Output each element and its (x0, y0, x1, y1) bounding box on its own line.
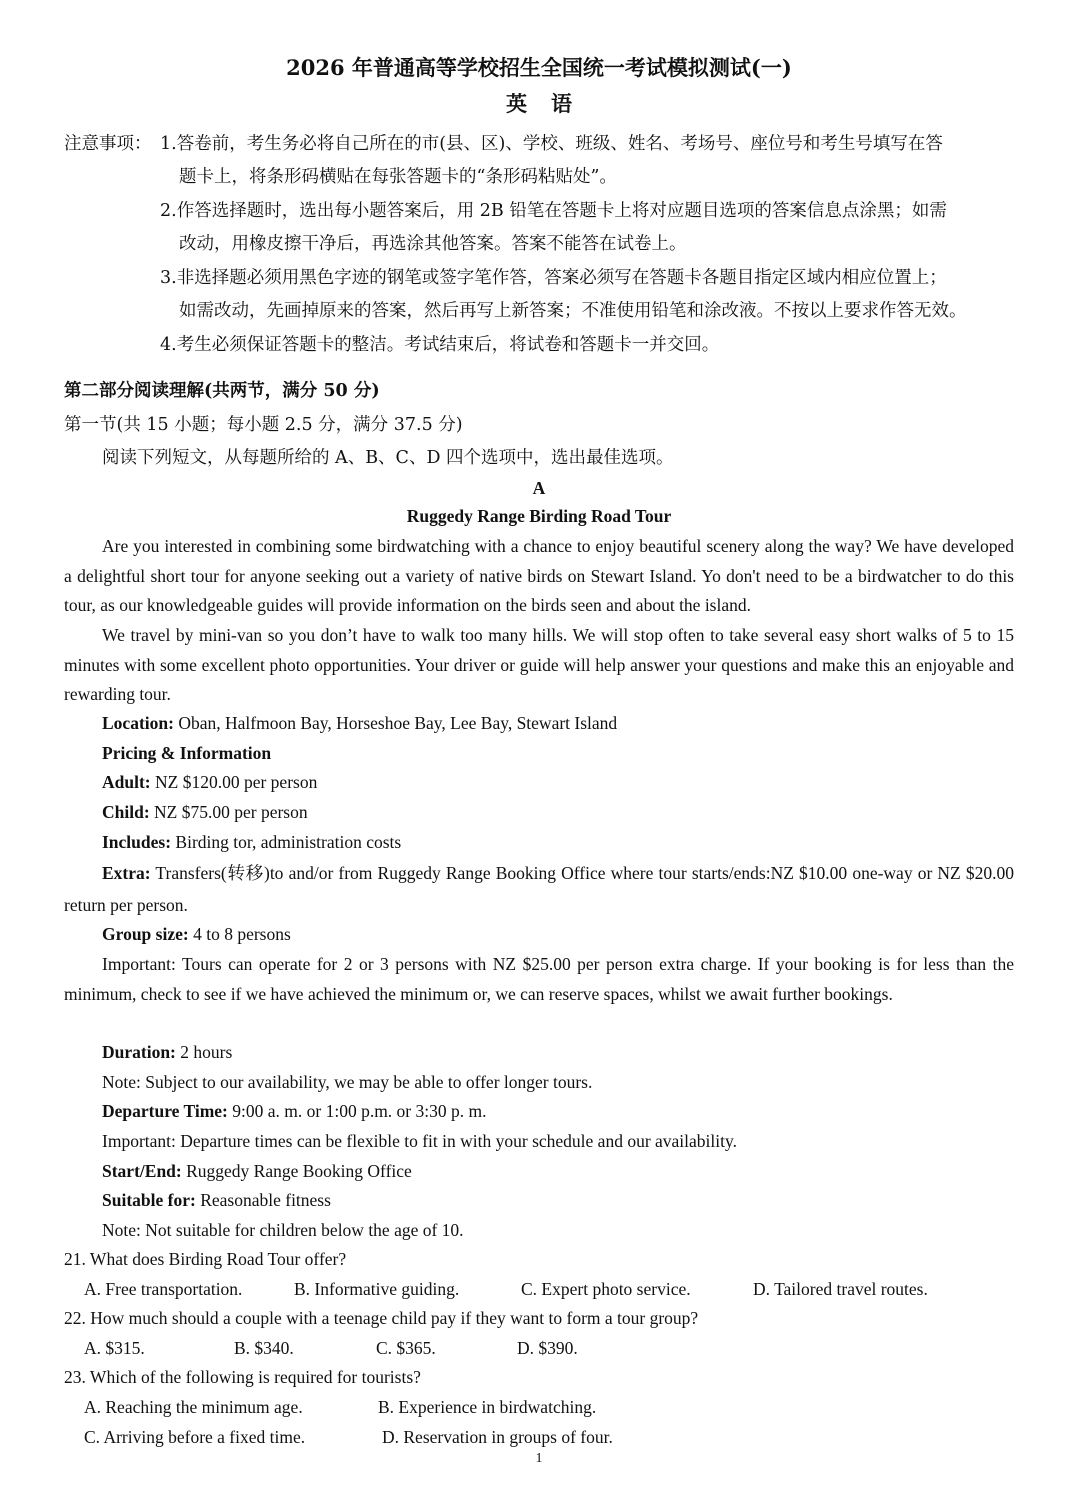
exam-title: 2026 年普通高等学校招生全国统一考试模拟测试(一) (286, 55, 792, 80)
start-end-value: Ruggedy Range Booking Office (181, 1161, 412, 1181)
important-paragraph-1: Important: Tours can operate for 2 or 3 persons with NZ $25.00 per person extra charge. If your booking is for less than the minimum, check to see if we have achieved the minimum or, we can reserve spaces, whilst we await further bookings. (64, 954, 1014, 1004)
question-21: 21. What does Birding Road Tour offer? (64, 1249, 347, 1269)
suitable-value: Reasonable fitness (195, 1190, 331, 1210)
part-heading: 第二部分阅读理解(共两节，满分 50 分) (64, 381, 380, 401)
q22-option-c: C. $365. (376, 1338, 436, 1358)
q21-option-b: B. Informative guiding. (294, 1279, 460, 1299)
note-3-line-1: 3.非选择题必须用黑色字迹的钢笔或签字笔作答，答案必须写在答题卡各题目指定区域内相应位置上； (160, 268, 947, 288)
q21-option-d: D. Tailored travel routes. (753, 1279, 928, 1299)
important-departure: Important: Departure times can be flexible to fit in with your schedule and our availability. (102, 1131, 737, 1151)
q23-option-d: D. Reservation in groups of four. (382, 1427, 613, 1447)
note-2-line-2: 改动，用橡皮擦干净后，再选涂其他答案。答案不能答在试卷上。 (179, 234, 687, 254)
includes-label: Includes: (102, 832, 172, 852)
group-size-line (102, 924, 291, 945)
child-line (102, 802, 308, 823)
section-instruction: 阅读下列短文，从每题所给的 A、B、C、D 四个选项中，选出最佳选项。 (102, 448, 674, 468)
note-1-line-1: 1.答卷前，考生务必将自己所在的市(县、区)、学校、班级、姓名、考场号、座位号和考生号填写在答 (160, 134, 943, 154)
group-size-label: Group size: (102, 924, 189, 944)
paragraph-2: We travel by mini-van so you don’t have to walk too many hills. We will stop often to take several easy short walks of 5 to 15 minutes with some excellent photo opportunities. Your driver or guide will help answer your questions and make this an enjoyable and rewarding tour. (64, 625, 1014, 704)
extra-label: Extra: (102, 863, 151, 883)
paragraph-1: Are you interested in combining some birdwatching with a chance to enjoy beautiful scenery along the way? We have developed a delightful short tour for anyone seeking out a variety of native birds on Stewart Island. Yo don't need to be a birdwatcher to do this tour, as our knowledgeable guides will provide information on the birds seen and about the island. (64, 536, 1014, 615)
note-4-line-1: 4.考生必须保证答题卡的整洁。考试结束后，将试卷和答题卡一并交回。 (160, 335, 720, 355)
location-value: Oban, Halfmoon Bay, Horseshoe Bay, Lee Bay, Stewart Island (173, 713, 618, 733)
q21-option-a: A. Free transportation. (84, 1279, 243, 1299)
departure-label: Departure Time: (102, 1101, 228, 1121)
start-end-label: Start/End: (102, 1161, 182, 1181)
suitable-label: Suitable for: (102, 1190, 196, 1210)
duration-label: Duration: (102, 1042, 176, 1062)
suitable-line (102, 1190, 331, 1211)
pricing-heading: Pricing & Information (102, 743, 272, 763)
passage-letter: A (532, 478, 546, 498)
note-2-line-1: 2.作答选择题时，选出每小题答案后，用 2B 铅笔在答题卡上将对应题目选项的答案信息点涂黑；如需 (160, 201, 947, 221)
note-age: Note: Not suitable for children below the age of 10. (102, 1220, 464, 1240)
q22-option-b: B. $340. (234, 1338, 294, 1358)
duration-line (102, 1042, 232, 1063)
question-22: 22. How much should a couple with a teenage child pay if they want to form a tour group? (64, 1308, 699, 1328)
notes-label: 注意事项： (64, 134, 152, 154)
note-1-line-2: 题卡上，将条形码横贴在每张答题卡的“条形码粘贴处”。 (179, 167, 617, 187)
q22-option-d: D. $390. (517, 1338, 578, 1358)
subject-title: 英语 (506, 91, 596, 116)
q23-option-c: C. Arriving before a fixed time. (84, 1427, 306, 1447)
note-3-line-2: 如需改动，先画掉原来的答案，然后再写上新答案；不准使用铅笔和涂改液。不按以上要求作答无效。 (179, 301, 967, 321)
q23-option-b: B. Experience in birdwatching. (378, 1397, 597, 1417)
q21-option-c: C. Expert photo service. (521, 1279, 691, 1299)
adult-line (102, 772, 317, 793)
extra-value: Transfers(转移)to and/or from Ruggedy Range Booking Office where tour starts/ends:NZ $10.00 one-way or NZ $20.00 return per person. (64, 863, 1014, 915)
question-23: 23. Which of the following is required for tourists? (64, 1367, 421, 1387)
start-end-line (102, 1161, 412, 1182)
passage-title: Ruggedy Range Birding Road Tour (406, 506, 672, 526)
child-value: NZ $75.00 per person (149, 802, 308, 822)
page-number: 1 (535, 1451, 543, 1466)
location-line (102, 713, 617, 734)
departure-value: 9:00 a. m. or 1:00 p.m. or 3:30 p. m. (227, 1101, 487, 1121)
duration-value: 2 hours (175, 1042, 233, 1062)
note-longer-tours: Note: Subject to our availability, we may be able to offer longer tours. (102, 1072, 593, 1092)
section-heading: 第一节(共 15 小题；每小题 2.5 分，满分 37.5 分) (64, 415, 463, 435)
includes-line (102, 832, 401, 853)
departure-line (102, 1101, 487, 1122)
location-label: Location: (102, 713, 174, 733)
q22-option-a: A. $315. (84, 1338, 145, 1358)
q23-option-a: A. Reaching the minimum age. (84, 1397, 303, 1417)
adult-label: Adult: (102, 772, 151, 792)
includes-value: Birding tor, administration costs (171, 832, 402, 852)
adult-value: NZ $120.00 per person (150, 772, 318, 792)
child-label: Child: (102, 802, 150, 822)
extra-paragraph (64, 857, 1014, 921)
group-size-value: 4 to 8 persons (188, 924, 291, 944)
